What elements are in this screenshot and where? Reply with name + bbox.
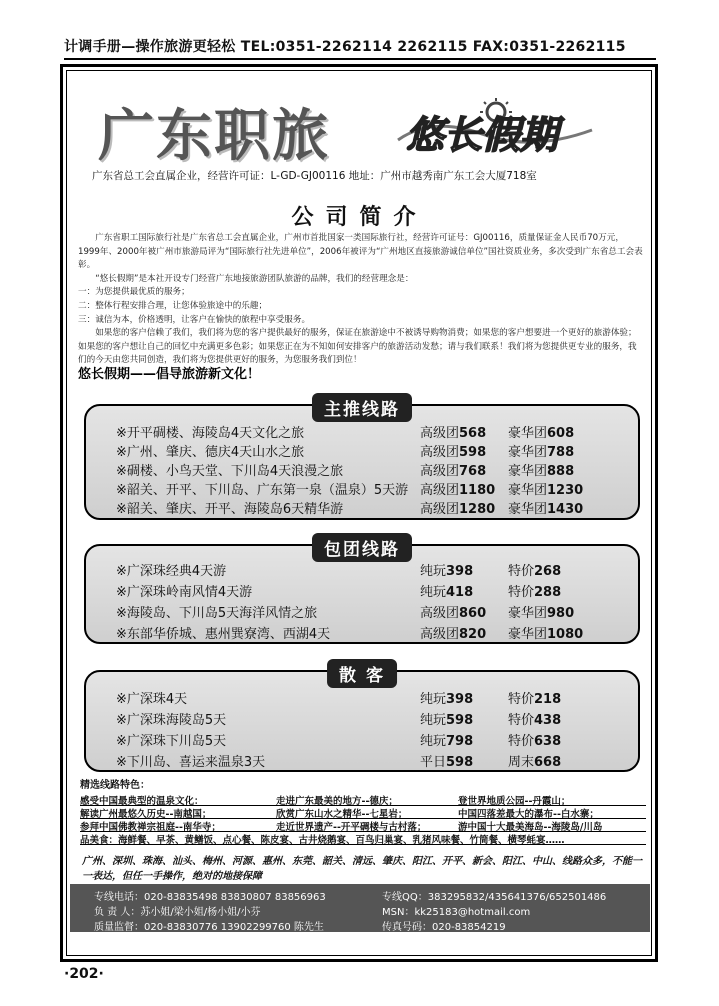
intro-paragraph: 如果您的客户信赖了我们，我们将为您的客户提供最好的服务，保证在旅游途中不被诱导购物消费；如果您的客户想要进一个更好的旅游体验；如果您的客户想让自己的回忆中充满更多色彩；如果您正在为不知如何安排客户的旅游活动发愁；请与我们联系！我们将为您提供更专业的服务，我们的今天由您共同创造，我们将为您提供更好的服务，为您服务我们到位！: [78, 328, 637, 366]
price-label: 高级团: [420, 627, 460, 642]
price-value: 980: [547, 606, 575, 621]
intro-paragraph: 一：为您提供最优质的服务；: [78, 287, 190, 298]
price-label: 豪华团: [508, 426, 548, 441]
contact-msn: MSN：kk25183@hotmail.com: [382, 907, 531, 918]
highlight-item: 中国四落差最大的瀑布--白水寨；: [458, 809, 599, 820]
price-value: 398: [446, 692, 474, 707]
price-label: 平日: [420, 755, 447, 770]
section-group-routes: [84, 540, 640, 644]
highlight-item: 参拜中国佛教禅宗祖庭--南华寺；: [80, 822, 221, 833]
brand-logo: 广东职旅: [98, 103, 330, 169]
route-name: ※开平碉楼、海陵岛4天文化之旅: [116, 426, 305, 441]
highlight-row: [80, 793, 646, 806]
route-name: ※广深珠经典4天游: [116, 564, 227, 579]
price-label: 豪华团: [508, 445, 548, 460]
route-name: ※广州、肇庆、德庆4天山水之旅: [116, 445, 305, 460]
price-label: 特价: [508, 734, 535, 749]
price-label: 豪华团: [508, 606, 548, 621]
price-label: 特价: [508, 564, 535, 579]
route-row: [116, 709, 636, 727]
contact-complaint: 质量监督：020-83830776 13902299760 陈先生: [94, 922, 324, 933]
route-name: ※广深珠下川岛5天: [116, 734, 227, 749]
food-row: [80, 832, 646, 845]
cities-list: 广州、深圳、珠海、汕头、梅州、河源、惠州、东莞、韶关、清远、肇庆、阳江、开平、新会、阳江、中山、线路众多，不能一一表达，但任一手操作，绝对的地接保障: [82, 856, 642, 882]
intro-paragraph: “悠长假期”是本社开设专门经营广东地接旅游团队旅游的品牌，我们的经营理念是：: [95, 273, 414, 284]
highlight-item: 走近世界遗产--开平碉楼与古村落；: [276, 822, 427, 833]
price-value: 398: [446, 564, 474, 579]
highlight-item: 走进广东最美的地方--德庆；: [276, 796, 398, 807]
price-value: 288: [534, 585, 562, 600]
price-label: 纯玩: [420, 713, 447, 728]
price-label: 纯玩: [420, 692, 447, 707]
price-label: 高级团: [420, 483, 460, 498]
price-label: 豪华团: [508, 464, 548, 479]
price-value: 598: [446, 713, 474, 728]
intro-title: 公司简介: [291, 205, 428, 230]
route-name: ※韶关、肇庆、开平、海陵岛6天精华游: [116, 502, 344, 517]
price-value: 768: [459, 464, 487, 479]
section-featured-routes: [84, 400, 640, 520]
route-name: ※东部华侨城、惠州巽寮湾、西湖4天: [116, 627, 331, 642]
highlights-heading: 精选线路特色：: [80, 780, 150, 791]
price-label: 特价: [508, 713, 535, 728]
header-rule: [64, 58, 656, 60]
intro-paragraph: 三：诚信为本，价格透明，让客户在愉快的旅程中享受服务。: [78, 314, 311, 325]
contact-phone: 专线电话：020-83835498 83830807 83856963: [94, 892, 326, 903]
section-individual-routes: [84, 666, 640, 772]
route-row: [116, 602, 636, 620]
highlight-item: 欣赏广东山水之精华--七星岩；: [276, 809, 408, 820]
price-value: 788: [547, 445, 575, 460]
price-value: 1080: [547, 627, 584, 642]
route-name: ※广深珠岭南风情4天游: [116, 585, 253, 600]
price-label: 高级团: [420, 445, 460, 460]
price-value: 668: [534, 755, 562, 770]
route-row: [116, 498, 636, 516]
price-label: 特价: [508, 585, 535, 600]
route-row: [116, 623, 636, 641]
highlight-item: 感受中国最典型的温泉文化：: [80, 796, 204, 807]
section-label: 包团线路: [312, 533, 412, 562]
route-row: [116, 581, 636, 599]
page-header: 计调手册—操作旅游更轻松 TEL:0351-2262114 2262115 FAX:0351-2262115: [64, 39, 626, 55]
section-label: 散 客: [327, 659, 397, 688]
route-row: [116, 688, 636, 706]
intro-paragraph: 广东省职工国际旅行社是广东省总工会直属企业，广州市首批国家一类国际旅行社，经营许可证号：GJ00116，质量保证金人民币70万元，1999年、2000年被广州市旅游局评为“国际旅行社先进单位”，2006年被评为“广州地区直接旅游诚信单位”国社资质业务，多次受到广东省总工会表彰。: [78, 233, 643, 271]
price-value: 598: [446, 755, 474, 770]
contact-box: [70, 884, 650, 932]
contact-qq: 专线QQ：383295832/435641376/652501486: [382, 892, 607, 903]
section-label: 主推线路: [312, 393, 412, 422]
highlight-item: 登世界地质公园--丹霞山；: [458, 796, 571, 807]
route-name: ※碉楼、小鸟天堂、下川岛4天浪漫之旅: [116, 464, 344, 479]
route-name: ※广深珠海陵岛5天: [116, 713, 227, 728]
highlight-item: 游中国十大最美海岛--海陵岛/川岛: [458, 822, 603, 833]
price-label: 纯玩: [420, 734, 447, 749]
highlight-item: 解读广州最悠久历史--南越国；: [80, 809, 212, 820]
price-value: 268: [534, 564, 562, 579]
food-text: 品美食：海鲜餐、早茶、黄鳝饭、点心餐、陈皮宴、古井烧鹅宴、百鸟归巢宴、乳猪风味餐、竹筒餐、横琴蚝宴……: [80, 835, 565, 846]
price-label: 豪华团: [508, 502, 548, 517]
intro-slogan: 悠长假期——倡导旅游新文化！: [78, 366, 261, 382]
route-row: [116, 460, 636, 478]
price-value: 608: [547, 426, 575, 441]
route-row: [116, 560, 636, 578]
route-row: [116, 751, 636, 769]
holiday-logo-text: 悠长假期: [406, 112, 559, 157]
price-value: 1280: [459, 502, 496, 517]
price-label: 豪华团: [508, 483, 548, 498]
page-number: ·202·: [64, 966, 104, 982]
price-label: 高级团: [420, 502, 460, 517]
highlight-row: [80, 806, 646, 819]
route-name: ※下川岛、喜运来温泉3天: [116, 755, 266, 770]
price-label: 周末: [508, 755, 535, 770]
route-highlights: [80, 776, 646, 845]
route-row: [116, 422, 636, 440]
intro-text: [78, 232, 644, 382]
price-value: 798: [446, 734, 474, 749]
intro-paragraph: 二：整体行程安排合理，让您体验旅途中的乐趣；: [78, 300, 268, 311]
route-row: [116, 730, 636, 748]
price-label: 特价: [508, 692, 535, 707]
price-label: 纯玩: [420, 564, 447, 579]
price-label: 高级团: [420, 426, 460, 441]
license-line: 广东省总工会直属企业，经营许可证：L-GD-GJ00116 地址：广州市越秀南广东工会大厦718室: [92, 170, 537, 182]
price-label: 豪华团: [508, 627, 548, 642]
price-value: 820: [459, 627, 487, 642]
route-row: [116, 479, 636, 497]
contact-fax: 传真号码：020-83854219: [382, 922, 506, 933]
price-value: 568: [459, 426, 487, 441]
contact-person: 负 责 人：苏小姐/梁小姐/杨小姐/小芬: [94, 907, 261, 918]
highlight-row: [80, 819, 646, 832]
price-label: 纯玩: [420, 585, 447, 600]
price-value: 1430: [547, 502, 584, 517]
price-value: 1230: [547, 483, 584, 498]
price-value: 438: [534, 713, 562, 728]
price-value: 1180: [459, 483, 496, 498]
route-row: [116, 441, 636, 459]
price-value: 860: [459, 606, 487, 621]
holiday-logo: [392, 96, 612, 160]
route-name: ※海陵岛、下川岛5天海洋风情之旅: [116, 606, 318, 621]
price-label: 高级团: [420, 606, 460, 621]
price-value: 888: [547, 464, 575, 479]
price-value: 418: [446, 585, 474, 600]
price-value: 218: [534, 692, 562, 707]
price-label: 高级团: [420, 464, 460, 479]
price-value: 638: [534, 734, 562, 749]
route-name: ※广深珠4天: [116, 692, 188, 707]
price-value: 598: [459, 445, 487, 460]
route-name: ※韶关、开平、下川岛、广东第一泉（温泉）5天游: [116, 483, 409, 498]
